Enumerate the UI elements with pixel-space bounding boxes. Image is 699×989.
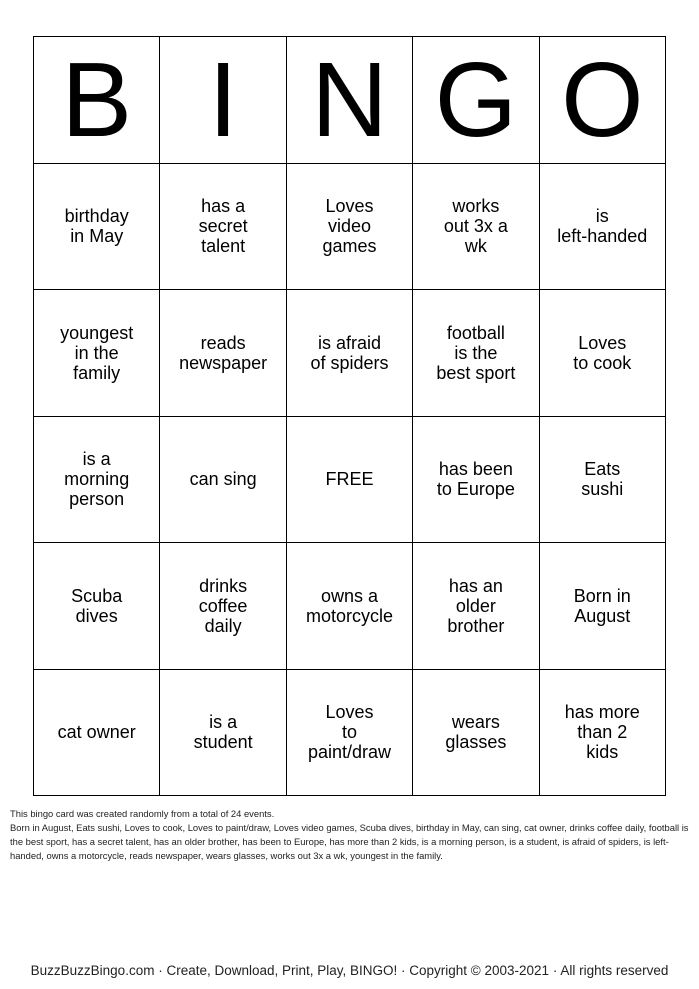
bingo-card <box>33 36 666 796</box>
bingo-cell: works out 3x a wk <box>413 164 539 291</box>
bingo-cell: Scuba dives <box>34 543 160 670</box>
bingo-cell: has a secret talent <box>160 164 286 291</box>
bingo-cell: drinks coffee daily <box>160 543 286 670</box>
header-letter-b: B <box>34 37 160 164</box>
bingo-cell: is left-handed <box>540 164 666 291</box>
bingo-cell: is a student <box>160 670 286 797</box>
bingo-cell: can sing <box>160 417 286 544</box>
info-line: This bingo card was created randomly from a total of 24 events. <box>10 808 275 819</box>
bingo-cell: is a morning person <box>34 417 160 544</box>
events-list: Born in August, Eats sushi, Loves to cook, Loves to paint/draw, Loves video games, Scuba dives, birthday in May, can sing, cat owner, drinks coffee daily, football is the best sport, has a secret talent, has an older brother, has been to Europe, has more than 2 kids, is a morning person, is a student, is afraid of spiders, is left-handed, owns a motorcycle, reads newspaper, wears glasses, works out 3x a wk, youngest in the family. <box>10 822 689 861</box>
header-letter-g: G <box>413 37 539 164</box>
bingo-cell: Eats sushi <box>540 417 666 544</box>
copyright-footer: BuzzBuzzBingo.com · Create, Download, Print, Play, BINGO! · Copyright © 2003-2021 · All rights reserved <box>30 963 669 978</box>
bingo-cell: has been to Europe <box>413 417 539 544</box>
header-letter-i: I <box>160 37 286 164</box>
bingo-cell: wears glasses <box>413 670 539 797</box>
header-letter-o: O <box>540 37 666 164</box>
bingo-cell: has more than 2 kids <box>540 670 666 797</box>
bingo-cell: birthday in May <box>34 164 160 291</box>
bingo-cell: owns a motorcycle <box>287 543 413 670</box>
bingo-cell: youngest in the family <box>34 290 160 417</box>
bingo-cell: football is the best sport <box>413 290 539 417</box>
header-letter-n: N <box>287 37 413 164</box>
bingo-cell: cat owner <box>34 670 160 797</box>
free-space-cell: FREE <box>287 417 413 544</box>
bingo-cell: reads newspaper <box>160 290 286 417</box>
bingo-cell: is afraid of spiders <box>287 290 413 417</box>
bingo-cell: has an older brother <box>413 543 539 670</box>
bingo-cell: Loves to cook <box>540 290 666 417</box>
bingo-cell: Born in August <box>540 543 666 670</box>
bingo-cell: Loves video games <box>287 164 413 291</box>
card-info <box>10 807 690 863</box>
bingo-cell: Loves to paint/draw <box>287 670 413 797</box>
